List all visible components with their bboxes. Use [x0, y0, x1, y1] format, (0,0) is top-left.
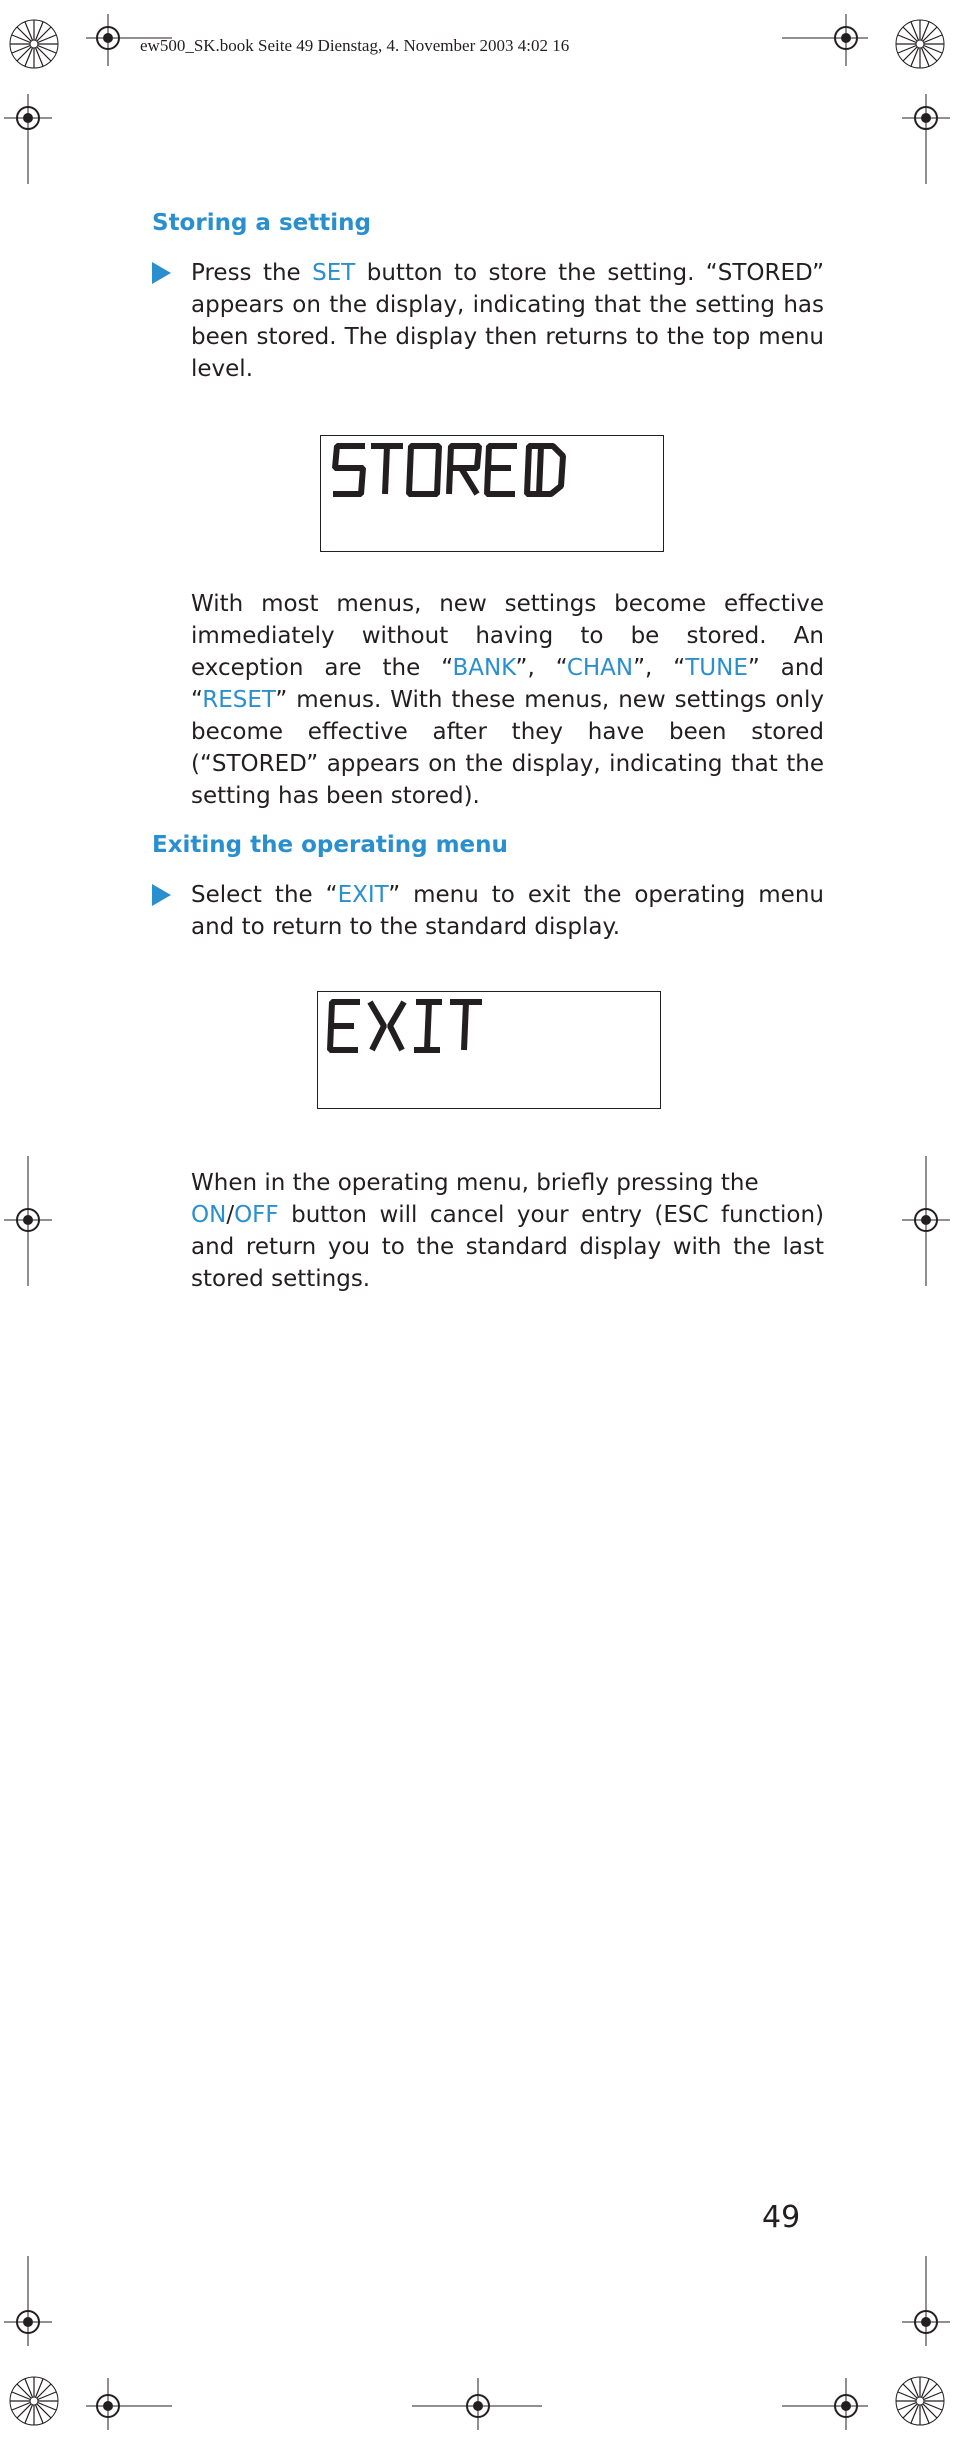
- step-text: Press the: [191, 260, 313, 286]
- step-text: ” menu to exit the operating menu and to return to the standard display.: [191, 882, 824, 940]
- note-text: ”, “: [633, 655, 686, 681]
- step-text: button to store the setting. “STORED” appears on the display, indicating that the setting has been stored. The display then returns to the top menu level.: [191, 260, 824, 382]
- menu-bank: BANK: [452, 655, 516, 681]
- registration-target-icon: [8, 18, 60, 70]
- page-number: 49: [762, 2200, 801, 2235]
- crosshair-icon: [456, 2378, 500, 2430]
- triangle-right-icon: [152, 884, 171, 906]
- lcd-segment-text: [331, 442, 591, 500]
- crosshair-icon: [4, 1196, 52, 1244]
- note-line1: When in the operating menu, briefly pressing the: [191, 1170, 759, 1196]
- step-text: Select the “: [191, 882, 338, 908]
- note-text: /: [226, 1202, 235, 1228]
- step-exit-menu: [191, 879, 824, 943]
- registration-target-icon: [894, 2375, 946, 2427]
- print-header: ew500_SK.book Seite 49 Dienstag, 4. November 2003 4:02 16: [140, 36, 570, 55]
- crosshair-icon: [824, 14, 868, 66]
- on-button-label: ON: [191, 1202, 227, 1228]
- lcd-display-stored: [320, 435, 664, 552]
- note-esc-function: [191, 1199, 824, 1295]
- crosshair-icon: [824, 2378, 868, 2430]
- crosshair-icon: [86, 14, 130, 66]
- triangle-right-icon: [152, 262, 171, 284]
- step-store-setting: [191, 257, 824, 385]
- lcd-display-exit: [317, 991, 661, 1109]
- crosshair-icon: [902, 2298, 950, 2346]
- note-text: button will cancel your entry (ESC function) and return you to the standard display with the last stored settings.: [191, 1202, 824, 1292]
- menu-exit: EXIT: [337, 882, 389, 908]
- note-text: With most menus, new settings become effective immediately without having to be stored. An exception are the “: [191, 591, 824, 681]
- set-button-label: SET: [312, 260, 356, 286]
- note-text: ” and “: [191, 655, 825, 713]
- section-heading-exiting: Exiting the operating menu: [152, 832, 508, 858]
- note-text: ” menus. With these menus, new settings only become effective after they have been stored (“STORED” appears on the display, indicating that the setting has been stored).: [191, 687, 824, 809]
- crosshair-icon: [902, 94, 950, 142]
- registration-target-icon: [8, 2375, 60, 2427]
- note-text: ”, “: [515, 655, 567, 681]
- crosshair-icon: [902, 1196, 950, 1244]
- menu-reset: RESET: [202, 687, 276, 713]
- menu-tune: TUNE: [685, 655, 748, 681]
- menu-chan: CHAN: [566, 655, 634, 681]
- section-heading-storing: Storing a setting: [152, 210, 371, 236]
- crosshair-icon: [86, 2378, 130, 2430]
- lcd-segment-text: [326, 998, 526, 1056]
- note-store-menus: [191, 588, 824, 812]
- off-button-label: OFF: [234, 1202, 279, 1228]
- registration-target-icon: [894, 18, 946, 70]
- crosshair-icon: [4, 2298, 52, 2346]
- crosshair-icon: [4, 94, 52, 142]
